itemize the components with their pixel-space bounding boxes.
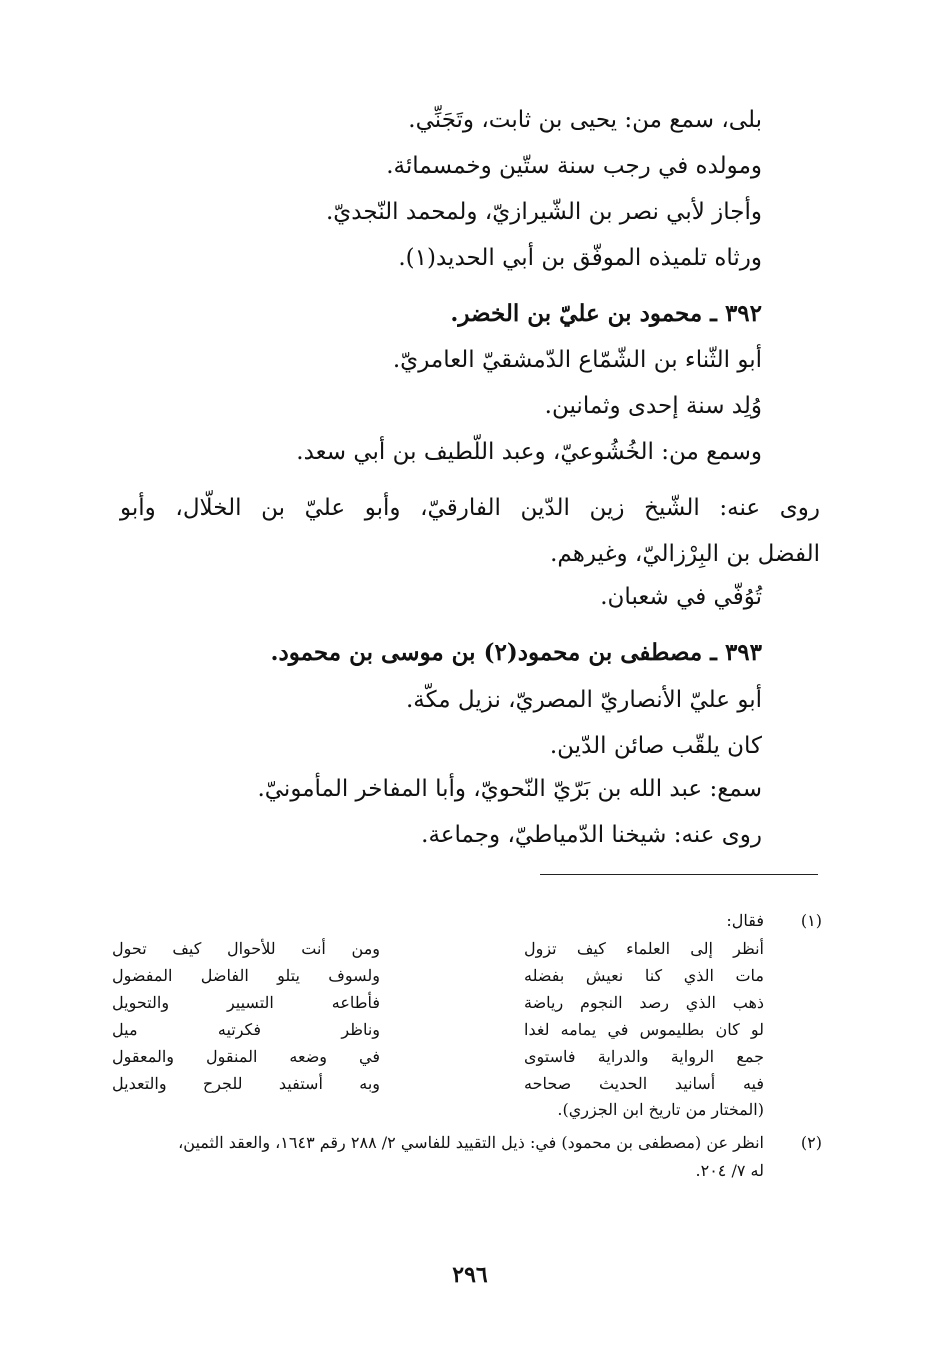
poem-verse-left: ومن أنت للأحوال كيف تحول (112, 939, 380, 958)
footnote-2-line: له ٧/ ٢٠٤. (695, 1161, 764, 1180)
poem-verse-left: ولسوف يتلو الفاضل المفضول (112, 966, 380, 985)
poem-verse-right: مات الذي كنا نعيش بفضله (524, 966, 764, 985)
poem-verse-right: فيه أسانيد الحديث صحاحه (524, 1074, 764, 1093)
text-line: تُوُفّي في شعبان. (600, 584, 762, 610)
entry-heading-392: ٣٩٢ ـ محمود بن عليّ بن الخضر. (450, 300, 762, 327)
poem-verse-left: في وضعه المنقول والمعقول (112, 1047, 380, 1066)
footnote-2-line: انظر عن (مصطفى بن محمود) في: ذيل التقييد للفاسي ٢/ ٢٨٨ رقم ١٦٤٣، والعقد الثمين، (178, 1133, 764, 1152)
text-line: أبو عليّ الأنصاريّ المصريّ، نزيل مكّة. (405, 687, 762, 713)
poem-verse-right: ذهب الذي رصد النجوم رياضة (524, 993, 764, 1012)
poem-verse-right: لو كان بطليموس في يمامه لغدا (524, 1020, 764, 1039)
poem-verse-right: أنظر إلى العلماء كيف تزول (524, 939, 764, 958)
text-line: كان يلقّب صائن الدّين. (549, 733, 762, 759)
text-line: روى عنه: الشّيخ زين الدّين الفارقيّ، وأبو عليّ بن الخلّال، وأبو (120, 495, 820, 521)
text-line: وُلِد سنة إحدى وثمانين. (544, 393, 762, 419)
footnote-2-number: (٢) (800, 1133, 822, 1152)
text-line: روى عنه: شيخنا الدّمياطيّ، وجماعة. (421, 822, 762, 848)
footnote-separator (540, 874, 818, 875)
poem-verse-right: جمع الرواية والدراية فاستوى (524, 1047, 764, 1066)
text-line: بلى، سمع من: يحيى بن ثابت، وتَجَنِّي. (408, 107, 762, 133)
footnote-1-source: (المختار من تاريخ ابن الجزري). (557, 1100, 764, 1119)
text-line: أبو الثّناء بن الشّمّاع الدّمشقيّ العامريّ. (392, 347, 762, 373)
text-line: وأجاز لأبي نصر بن الشّيرازيّ، ولمحمد النّجديّ. (325, 199, 762, 225)
poem-verse-left: وبه أستفيد للجرح والتعديل (112, 1074, 380, 1093)
entry-heading-393: ٣٩٣ ـ مصطفى بن محمود(٢) بن موسى بن محمود. (270, 639, 762, 666)
footnote-1-number: (١) (800, 911, 822, 930)
page-number: ٢٩٦ (452, 1262, 488, 1288)
text-line: الفضل بن البِرْزاليّ، وغيرهم. (550, 541, 820, 567)
text-line: ومولده في رجب سنة ستّين وخمسمائة. (386, 153, 762, 179)
poem-verse-left: وناظر فكرتيه ميل (112, 1020, 380, 1039)
text-line: ورثاه تلميذه الموفّق بن أبي الحديد(١). (398, 245, 762, 271)
footnote-1-intro: فقال: (726, 911, 764, 930)
text-line: وسمع من: الخُشُوعيّ، وعبد اللّطيف بن أبي سعد. (296, 439, 762, 465)
text-line: سمع: عبد الله بن بَرّيّ النّحويّ، وأبا المفاخر المأمونيّ. (257, 776, 762, 802)
poem-verse-left: فأطاعه التسيير والتحويل (112, 993, 380, 1012)
